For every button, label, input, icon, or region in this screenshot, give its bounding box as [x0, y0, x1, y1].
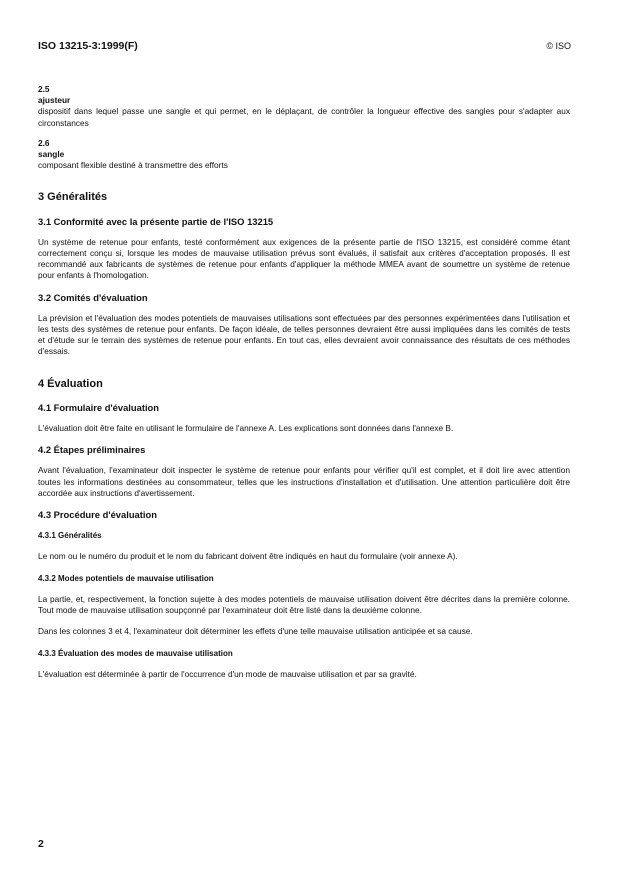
heading-4-1: 4.1 Formulaire d'évaluation: [38, 401, 160, 413]
heading-4-3-2: 4.3.2 Modes potentiels de mauvaise utilisation: [38, 573, 214, 583]
paragraph-4-3-2-b: Dans les colonnes 3 et 4, l'examinateur doit déterminer les effets d'une telle mauvaise utilisation anticipée et sa cause.: [38, 626, 473, 637]
paragraph-4-3-3: L'évaluation est déterminée à partir de l'occurrence d'un mode de mauvaise utilisation et par sa gravité.: [38, 668, 417, 679]
copyright-mark: © ISO: [546, 41, 571, 51]
term-2-5: [38, 84, 570, 129]
heading-3-2: 3.2 Comités d'évaluation: [38, 291, 148, 303]
paragraph-4-2: Avant l'évaluation, l'examinateur doit inspecter le système de retenue pour enfants pour vérifier qu'il est complet, et il doit lire avec attention toutes les informations destinées au consommateur, telles que les instructions d'installation et d'utilisation. Une attention particulière doit être accordée aux instructions d'avertissement.: [38, 465, 570, 498]
term-2-6: [38, 138, 570, 172]
term-definition: dispositif dans lequel passe une sangle et qui permet, en le déplaçant, de contrôler la longueur effective des sangles pour s'adapter aux circonstances: [38, 106, 570, 128]
term-definition: composant flexible destiné à transmettre des efforts: [38, 160, 228, 171]
paragraph-4-1: L'évaluation doit être faite en utilisant le formulaire de l'annexe A. Les explications sont données dans l'annexe B.: [38, 423, 454, 434]
term-number: 2.6: [38, 137, 50, 148]
heading-4-3: 4.3 Procédure d'évaluation: [38, 509, 157, 521]
term-word: ajusteur: [38, 95, 71, 106]
page-number: 2: [38, 838, 44, 850]
heading-4-2: 4.2 Étapes préliminaires: [38, 444, 146, 456]
heading-4-3-3: 4.3.3 Évaluation des modes de mauvaise utilisation: [38, 648, 233, 658]
paragraph-3-1: Un système de retenue pour enfants, testé conformément aux exigences de la présente partie de l'ISO 13215, est considéré comme étant correctement conçu si, lorsque les modes de mauvaise utilisation prévus sont évalués, il satisfait aux critères d'acceptation proposés. Il est recommandé aux fabricants de systèmes de retenue pour enfants d'appliquer la méthode MMEA avant de soumettre un système de retenue pour enfants à l'homologation.: [38, 236, 570, 281]
term-word: sangle: [38, 149, 65, 160]
term-number: 2.5: [38, 84, 50, 94]
heading-3-1: 3.1 Conformité avec la présente partie de l'ISO 13215: [38, 215, 274, 227]
paragraph-3-2: La prévision et l'évaluation des modes potentiels de mauvaises utilisations sont effectuées par des personnes expérimentées dans l'utilisation et les tests des systèmes de retenue pour enfants. De façon idéale, de telles personnes devraient être aussi impliquées dans les comités de tests et d'étude sur le terrain des systèmes de retenue pour enfants. En tout cas, elles devraient avoir connaissance des résultats de ces méthodes d'essais.: [38, 312, 570, 357]
paragraph-4-3-2-a: La partie, et, respectivement, la fonction sujette à des modes potentiels de mauvaise utilisation doivent être décrites dans la première colonne. Tout mode de mauvaise utilisation soupçonné par l'examinateur doit être listé dans la deuxième colonne.: [38, 593, 570, 616]
page-content: [38, 84, 570, 680]
document-reference: ISO 13215-3:1999(F): [38, 40, 138, 52]
heading-4-3-1: 4.3.1 Généralités: [38, 531, 102, 541]
paragraph-4-3-1: Le nom ou le numéro du produit et le nom du fabricant doivent être indiqués en haut du formulaire (voir annexe A).: [38, 551, 458, 562]
heading-section-4: 4 Évaluation: [38, 377, 103, 390]
heading-section-3: 3 Généralités: [38, 191, 108, 204]
